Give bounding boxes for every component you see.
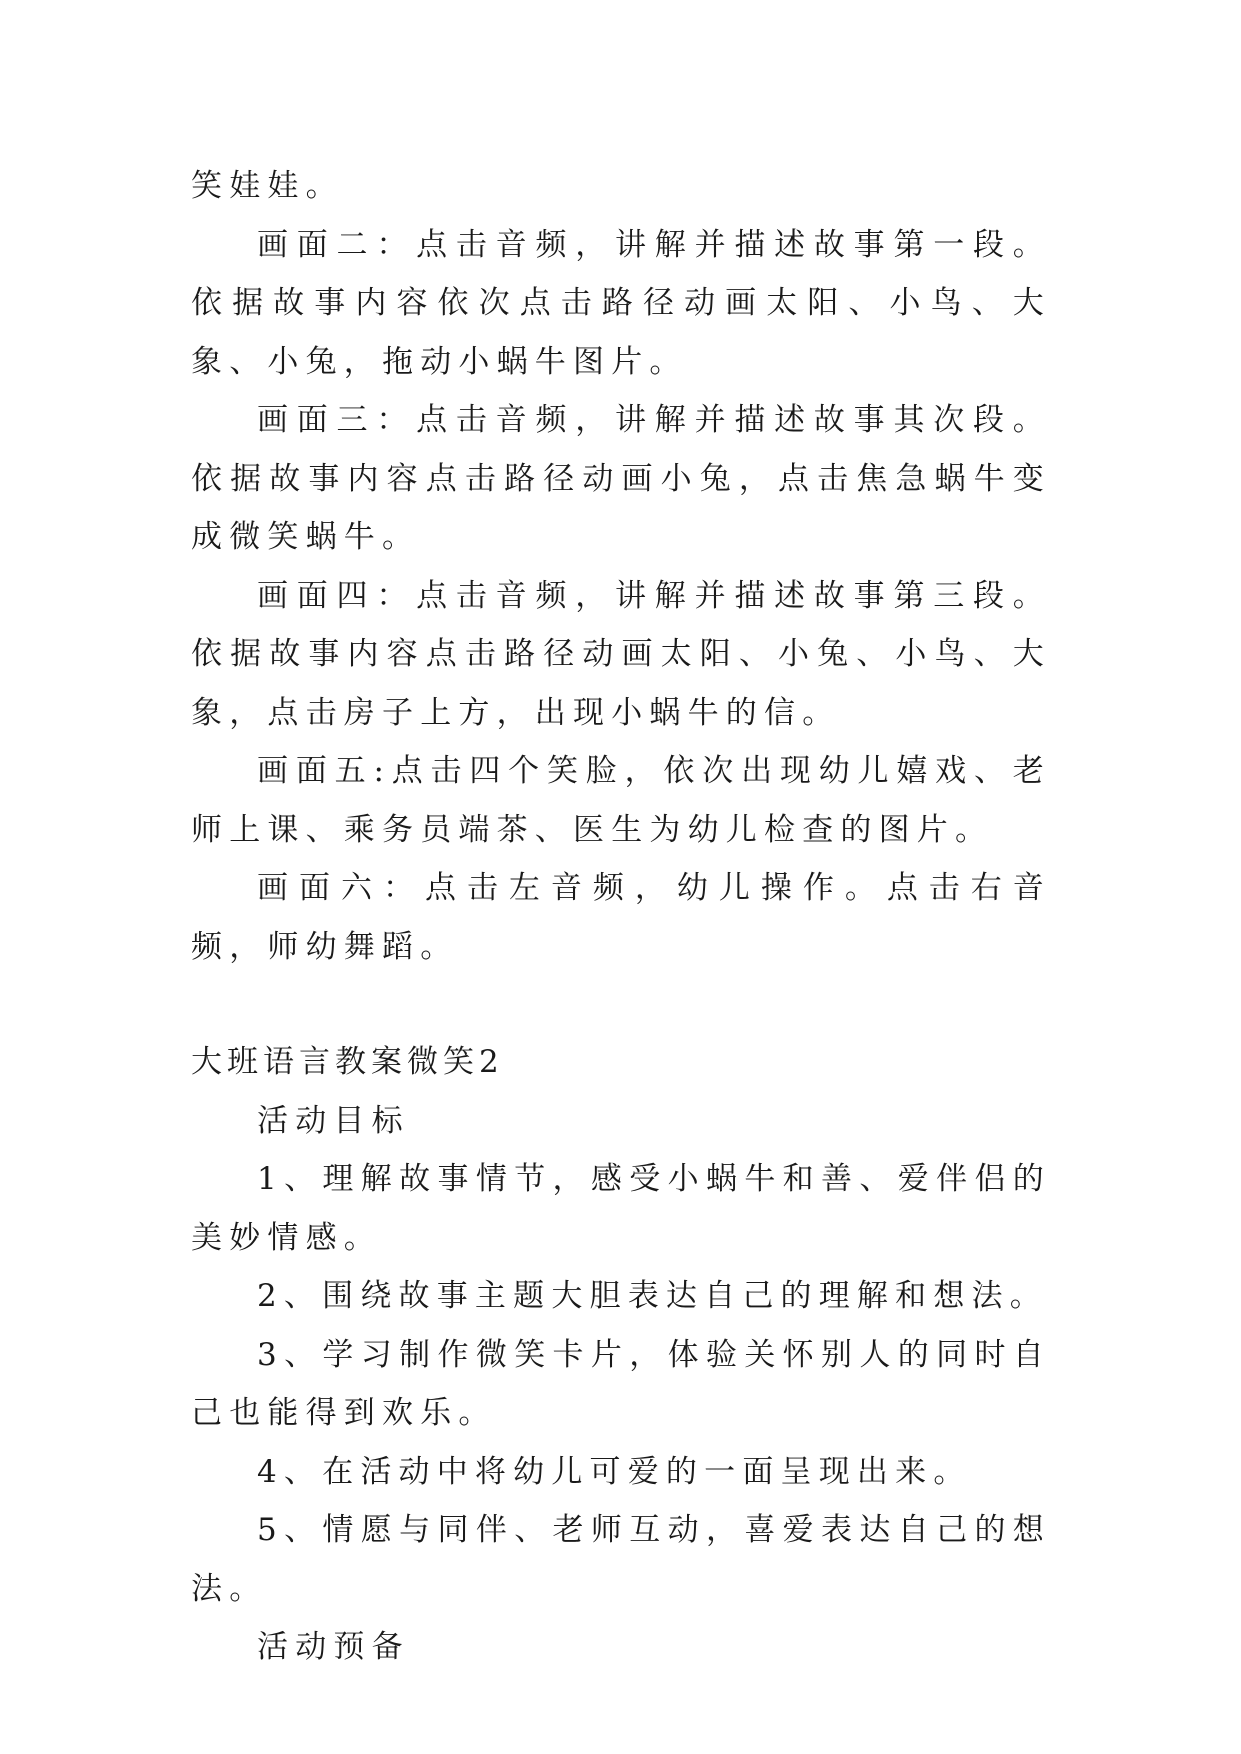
paragraph-scene-5: 画面五:点击四个笑脸，依次出现幼儿嬉戏、老师上课、乘务员端茶、医生为幼儿检查的图片。 [191, 753, 1051, 848]
goal-item-3: 3、学习制作微笑卡片，体验关怀别人的同时自己也能得到欢乐。 [191, 1336, 1051, 1431]
document-body [191, 157, 1051, 1677]
paragraph-scene-6: 画面六：点击左音频，幼儿操作。点击右音频，师幼舞蹈。 [191, 870, 1051, 965]
goal-item-2: 2、围绕故事主题大胆表达自己的理解和想法。 [257, 1278, 1048, 1314]
goal-item-5: 5、情愿与同伴、老师互动，喜爱表达自己的想法。 [191, 1512, 1051, 1607]
paragraph-continuation: 笑娃娃。 [191, 168, 344, 204]
paragraph-scene-2: 画面二：点击音频，讲解并描述故事第一段。依据故事内容依次点击路径动画太阳、小鸟、大象、小兔，拖动小蜗牛图片。 [191, 226, 1051, 380]
preparation-heading: 活动预备 [257, 1629, 410, 1665]
section-title: 大班语言教案微笑2 [191, 1044, 504, 1080]
goal-item-1: 1、理解故事情节，感受小蜗牛和善、爱伴侣的美妙情感。 [191, 1161, 1051, 1256]
goal-item-4: 4、在活动中将幼儿可爱的一面呈现出来。 [257, 1453, 972, 1490]
goals-heading: 活动目标 [257, 1102, 410, 1139]
paragraph-scene-3: 画面三：点击音频，讲解并描述故事其次段。依据故事内容点击路径动画小兔，点击焦急蜗牛变成微笑蜗牛。 [191, 402, 1051, 555]
paragraph-scene-4: 画面四：点击音频，讲解并描述故事第三段。依据故事内容点击路径动画太阳、小兔、小鸟、大象，点击房子上方，出现小蜗牛的信。 [191, 577, 1051, 731]
